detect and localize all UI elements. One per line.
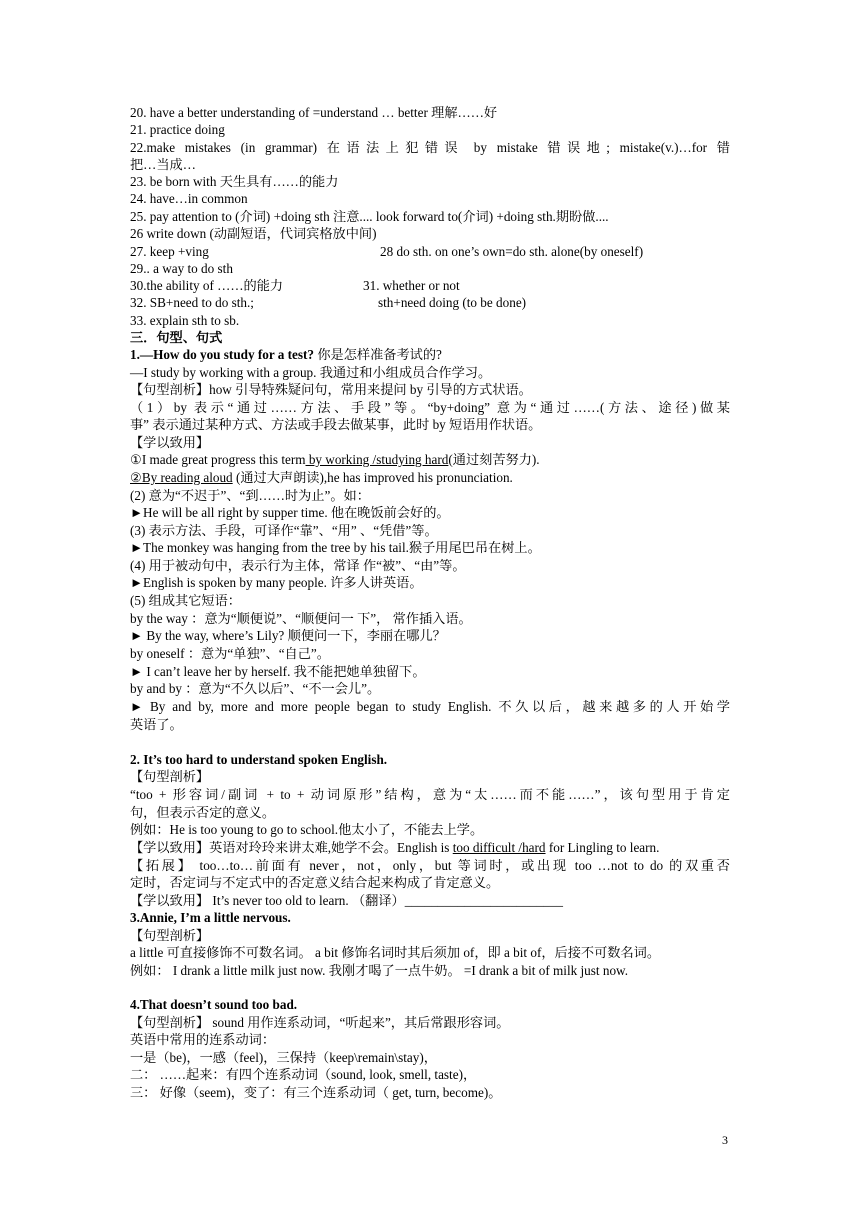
s1-example1-answer: by working /studying hard [305,452,449,467]
phrase-28: 28 do sth. on one’s own=do sth. alone(by oneself) [380,244,644,259]
s4-title: 4.That doesn’t sound too bad. [130,997,298,1012]
s4-text4: 三： 好像（seem)，变了：有三个连系动词（ get, turn, become)。 [130,1085,502,1100]
phrase-32-b: sth+need doing (to be done) [378,295,527,310]
phrase-31: 31. whether or not [363,278,460,293]
phrase-26: 26 write down (动副短语，代词宾格放中间) [130,226,377,241]
phrase-30: 30.the ability of ……的能力 [130,278,284,293]
phrase-24: 24. have…in common [130,191,248,206]
s1-apply-label: 【学以致用】 [130,435,210,450]
phrase-32 [130,294,730,311]
phrase-27: 27. keep +ving [130,244,209,259]
s1-point5: (5) 组成其它短语： [130,593,241,608]
phrase-29: 29.. a way to do sth [130,261,233,276]
s2-apply-post: for Lingling to learn. [545,840,660,855]
s1-example2-post: (通过大声朗读),he has improved his pronunciation. [232,470,513,485]
s1-point2-example: ►He will be all right by supper time. 他在晚饭前会好的。 [130,505,450,520]
s2-apply2: 【学以致用】 It’s never too old to learn. （翻译）________________________ [130,893,563,908]
s2-text1: “too + 形容词/副词 + to + 动词原形”结构，意为“太……而不能……”，该句型用于肯定 [130,787,730,802]
s3-title: 3.Annie, I’m a little nervous. [130,910,291,925]
section-title: 三．句型、句式 [130,330,223,345]
phrase-22: 22.make mistakes (in grammar) 在语法上犯错误 by mistake 错误地; mistake(v.)…for 错 [130,140,730,155]
phrase-33: 33. explain sth to sb. [130,313,240,328]
s1-question [130,346,730,363]
s1-analysis: 【句型剖析】how 引导特殊疑问句，常用来提问 by 引导的方式状语。 [130,382,532,397]
s1-point1: （1）by 表示“通过……方法、手段”等。“by+doing” 意为“通过……(方法、途径)做某 [130,400,730,415]
s1-point1-cont: 事” 表示通过某种方式、方法或手段去做某事，此时 by 短语用作状语。 [130,417,542,432]
s4-text1: 英语中常用的连系动词： [130,1032,276,1047]
s1-example1 [130,451,730,468]
s1-example2-answer: ②By reading aloud [130,470,233,485]
s3-example: 例如： I drank a little milk just now. 我刚才喝了一点牛奶。 =I drank a bit of milk just now. [130,963,629,978]
s1-by-and-by: by and by ：意为“不久以后”、“不一会儿”。 [130,681,381,696]
s1-point2: (2) 意为“不迟于”、“到……时为止”。如： [130,488,370,503]
s2-example: 例如：He is too young to go to school.他太小了，不能去上学。 [130,822,484,837]
s2-title: 2. It’s too hard to understand spoken English. [130,752,388,767]
s4-text3: 二： ……起来：有四个连系动词（sound, look, smell, taste)， [130,1067,477,1082]
phrase-23: 23. be born with 天生具有……的能力 [130,174,339,189]
s1-by-the-way: by the way ：意为“顺便说”、“顺便问一 下”， 常作插入语。 [130,611,472,626]
s2-extension-cont: 定时，否定词与不定式中的否定意义结合起来构成了肯定意义。 [130,875,500,890]
s3-text: a little 可直接修饰不可数名词。 a bit 修饰名词时其后须加 of，即 a bit of，后接不可数名词。 [130,945,661,960]
s2-apply [130,839,730,856]
phrase-22-cont: 把…当成… [130,157,196,172]
s1-point4-example: ►English is spoken by many people. 许多人讲英语。 [130,575,423,590]
s1-example1-post: (通过刻苦努力). [448,452,540,467]
s1-by-oneself-example: ► I can’t leave her by herself. 我不能把她单独留下。 [130,664,426,679]
s2-apply-pre: 【学以致用】英语对玲玲来讲太难,她学不会。English is [130,840,453,855]
s1-example2 [130,469,730,486]
s1-example1-pre: ①I made great progress this term [130,452,306,467]
phrase-27-28 [130,243,730,260]
s2-extension: 【拓展】 too…to…前面有 never，not，only，but 等词时，或出现 too …not to do 的双重否 [130,858,730,873]
phrase-20: 20. have a better understanding of =understand … better 理解……好 [130,105,498,120]
s1-answer: —I study by working with a group. 我通过和小组成员合作学习。 [130,365,492,380]
s3-analysis: 【句型剖析】 [130,928,210,943]
s2-text1-cont: 句，但表示否定的意义。 [130,805,276,820]
phrase-25: 25. pay attention to (介词) +doing sth 注意.... look forward to(介词) +doing sth.期盼做.... [130,209,609,224]
s2-apply-answer: too difficult /hard [452,840,546,855]
s1-by-and-by-example: ► By and by, more and more people began to study English. 不久以后，越来越多的人开始学 [130,699,730,714]
s4-text2: 一是（be)，一感（feel)，三保持（keep\remain\stay)， [130,1050,437,1065]
s1-point3-example: ►The monkey was hanging from the tree by his tail.猴子用尾巴吊在树上。 [130,540,541,555]
s4-analysis: 【句型剖析】 sound 用作连系动词，“听起来”，其后常跟形容词。 [130,1015,510,1030]
s1-by-the-way-example: ► By the way, where’s Lily? 顺便问一下，李丽在哪儿？ [130,628,446,643]
s1-point3: (3) 表示方法、手段，可译作“靠”、“用” 、“凭借”等。 [130,523,438,538]
page-number: 3 [722,1133,728,1147]
s1-question-en: 1.—How do you study for a test? [130,347,315,362]
s1-question-cn: 你是怎样准备考试的? [314,347,442,362]
phrase-30-31 [130,277,730,294]
phrase-32-a: 32. SB+need to do sth.; [130,295,254,310]
s1-point4: (4) 用于被动句中，表示行为主体，常译 作“被”、“由”等。 [130,558,466,573]
s1-by-and-by-example-cont: 英语了。 [130,717,183,732]
phrase-21: 21. practice doing [130,122,225,137]
s2-analysis: 【句型剖析】 [130,769,210,784]
s1-by-oneself: by oneself ：意为“单独”、“自己”。 [130,646,330,661]
